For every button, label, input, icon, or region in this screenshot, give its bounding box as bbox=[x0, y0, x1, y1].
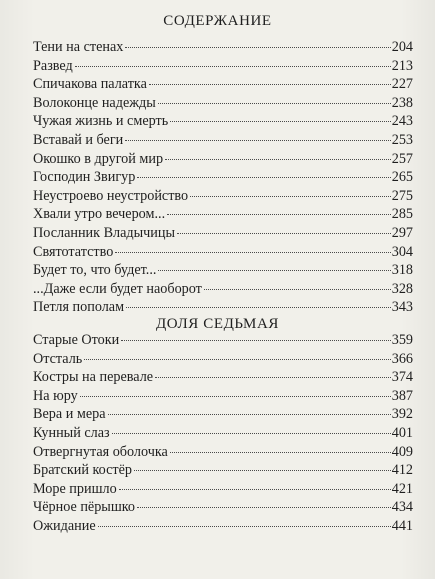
toc-entry-title: ...Даже если будет наоборот bbox=[33, 280, 202, 297]
toc-entry bbox=[33, 405, 413, 424]
toc-entry bbox=[33, 224, 413, 243]
dot-leader bbox=[125, 46, 390, 48]
toc-entry-title: Костры на перевале bbox=[33, 369, 154, 386]
toc-entry-page: 227 bbox=[391, 76, 413, 93]
dot-leader bbox=[134, 469, 391, 471]
toc-entry bbox=[33, 261, 413, 280]
dot-leader bbox=[126, 306, 391, 308]
contents-list bbox=[33, 38, 413, 317]
dot-leader bbox=[204, 288, 391, 290]
toc-entry-title: Будет то, что будет... bbox=[33, 262, 157, 279]
toc-entry bbox=[33, 280, 413, 299]
dot-leader bbox=[115, 251, 390, 253]
toc-entry-page: 441 bbox=[391, 517, 413, 534]
dot-leader bbox=[170, 451, 391, 453]
toc-entry bbox=[33, 331, 413, 350]
dot-leader bbox=[165, 158, 391, 160]
dot-leader bbox=[137, 506, 391, 508]
toc-entry-page: 297 bbox=[391, 224, 413, 241]
toc-entry-page: 275 bbox=[391, 187, 413, 204]
dot-leader bbox=[121, 339, 390, 341]
toc-entry-title: Развед bbox=[33, 57, 73, 74]
dot-leader bbox=[98, 525, 391, 527]
toc-entry-page: 304 bbox=[391, 243, 413, 260]
toc-entry-title: На юру bbox=[33, 387, 78, 404]
toc-entry-title: Море пришло bbox=[33, 480, 117, 497]
dot-leader bbox=[149, 83, 391, 85]
dot-leader bbox=[170, 120, 391, 122]
toc-entry-title: Старые Отоки bbox=[33, 332, 120, 348]
toc-entry-page: 409 bbox=[391, 443, 413, 460]
toc-entry bbox=[33, 150, 413, 169]
toc-entry-title: Святотатство bbox=[33, 243, 114, 260]
toc-entry bbox=[33, 131, 413, 150]
toc-entry-page: 265 bbox=[391, 169, 413, 186]
dot-leader bbox=[80, 395, 391, 397]
toc-entry-title: Спичакова палатка bbox=[33, 76, 147, 93]
toc-entry bbox=[33, 298, 413, 317]
dot-leader bbox=[112, 432, 391, 434]
toc-entry-page: 328 bbox=[391, 280, 413, 297]
dot-leader bbox=[84, 358, 390, 360]
dot-leader bbox=[158, 269, 390, 271]
toc-entry bbox=[33, 187, 413, 206]
toc-entry-page: 238 bbox=[391, 94, 413, 111]
toc-entry bbox=[33, 387, 413, 406]
toc-entry-page: 343 bbox=[391, 299, 413, 316]
toc-entry-title: Хвали утро вечером... bbox=[33, 206, 166, 223]
toc-entry bbox=[33, 368, 413, 387]
dot-leader bbox=[167, 213, 391, 215]
toc-entry-page: 257 bbox=[391, 150, 413, 167]
dot-leader bbox=[75, 65, 391, 67]
toc-entry bbox=[33, 517, 413, 536]
dot-leader bbox=[137, 176, 390, 178]
toc-entry bbox=[33, 168, 413, 187]
toc-entry bbox=[33, 38, 413, 57]
dot-leader bbox=[108, 413, 391, 415]
toc-entry-page: 253 bbox=[391, 131, 413, 148]
toc-entry bbox=[33, 498, 413, 517]
toc-entry-title: Вера и мера bbox=[33, 406, 106, 423]
toc-entry-title: Чужая жизнь и смерть bbox=[33, 113, 169, 130]
toc-entry bbox=[33, 205, 413, 224]
toc-entry-title: Чёрное пёрышко bbox=[33, 499, 136, 516]
toc-entry-title: Братский костёр bbox=[33, 462, 132, 479]
toc-entry-title: Посланник Владычицы bbox=[33, 224, 176, 241]
toc-entry bbox=[33, 94, 413, 113]
toc-entry-title: Неустроево неустройство bbox=[33, 187, 189, 204]
toc-entry bbox=[33, 112, 413, 131]
toc-entry-page: 387 bbox=[391, 387, 413, 404]
toc-entry bbox=[33, 461, 413, 480]
toc-entry-title: Вставай и беги bbox=[33, 131, 124, 148]
toc-entry-page: 318 bbox=[391, 262, 413, 279]
toc-entry-page: 392 bbox=[391, 406, 413, 423]
toc-entry bbox=[33, 443, 413, 462]
toc-entry bbox=[33, 480, 413, 499]
toc-entry-page: 366 bbox=[391, 350, 413, 367]
dot-leader bbox=[125, 139, 390, 141]
part-seven-list bbox=[33, 331, 413, 536]
toc-entry-page: 204 bbox=[391, 39, 413, 55]
toc-entry-title: Отвергнутая оболочка bbox=[33, 443, 168, 460]
toc-entry bbox=[33, 75, 413, 94]
part-seven-heading: ДОЛЯ СЕДЬМАЯ bbox=[155, 316, 280, 332]
toc-entry-page: 401 bbox=[391, 424, 413, 441]
toc-entry bbox=[33, 424, 413, 443]
toc-entry-page: 374 bbox=[391, 369, 413, 386]
toc-entry bbox=[33, 243, 413, 262]
toc-entry-title: Кунный слаз bbox=[33, 424, 110, 441]
dot-leader bbox=[190, 195, 391, 197]
contents-heading: СОДЕРЖАНИЕ bbox=[163, 13, 272, 29]
toc-entry-page: 412 bbox=[391, 462, 413, 479]
toc-entry-page: 434 bbox=[391, 499, 413, 516]
toc-entry bbox=[33, 350, 413, 369]
toc-entry-page: 285 bbox=[391, 206, 413, 223]
toc-entry bbox=[33, 57, 413, 76]
toc-entry-page: 213 bbox=[391, 57, 413, 74]
dot-leader bbox=[177, 232, 391, 234]
dot-leader bbox=[119, 488, 391, 490]
toc-entry-page: 243 bbox=[391, 113, 413, 130]
toc-entry-title: Петля пополам bbox=[33, 299, 125, 316]
toc-entry-title: Окошко в другой мир bbox=[33, 150, 164, 167]
toc-entry-page: 359 bbox=[391, 332, 413, 348]
toc-entry-title: Тени на стенах bbox=[33, 39, 124, 55]
toc-entry-title: Господин Звигур bbox=[33, 169, 136, 186]
toc-entry-title: Волоконце надежды bbox=[33, 94, 156, 111]
toc-entry-title: Ожидание bbox=[33, 517, 96, 534]
dot-leader bbox=[158, 102, 391, 104]
toc-entry-page: 421 bbox=[391, 480, 413, 497]
toc-entry-title: Отсталь bbox=[33, 350, 83, 367]
dot-leader bbox=[155, 376, 391, 378]
